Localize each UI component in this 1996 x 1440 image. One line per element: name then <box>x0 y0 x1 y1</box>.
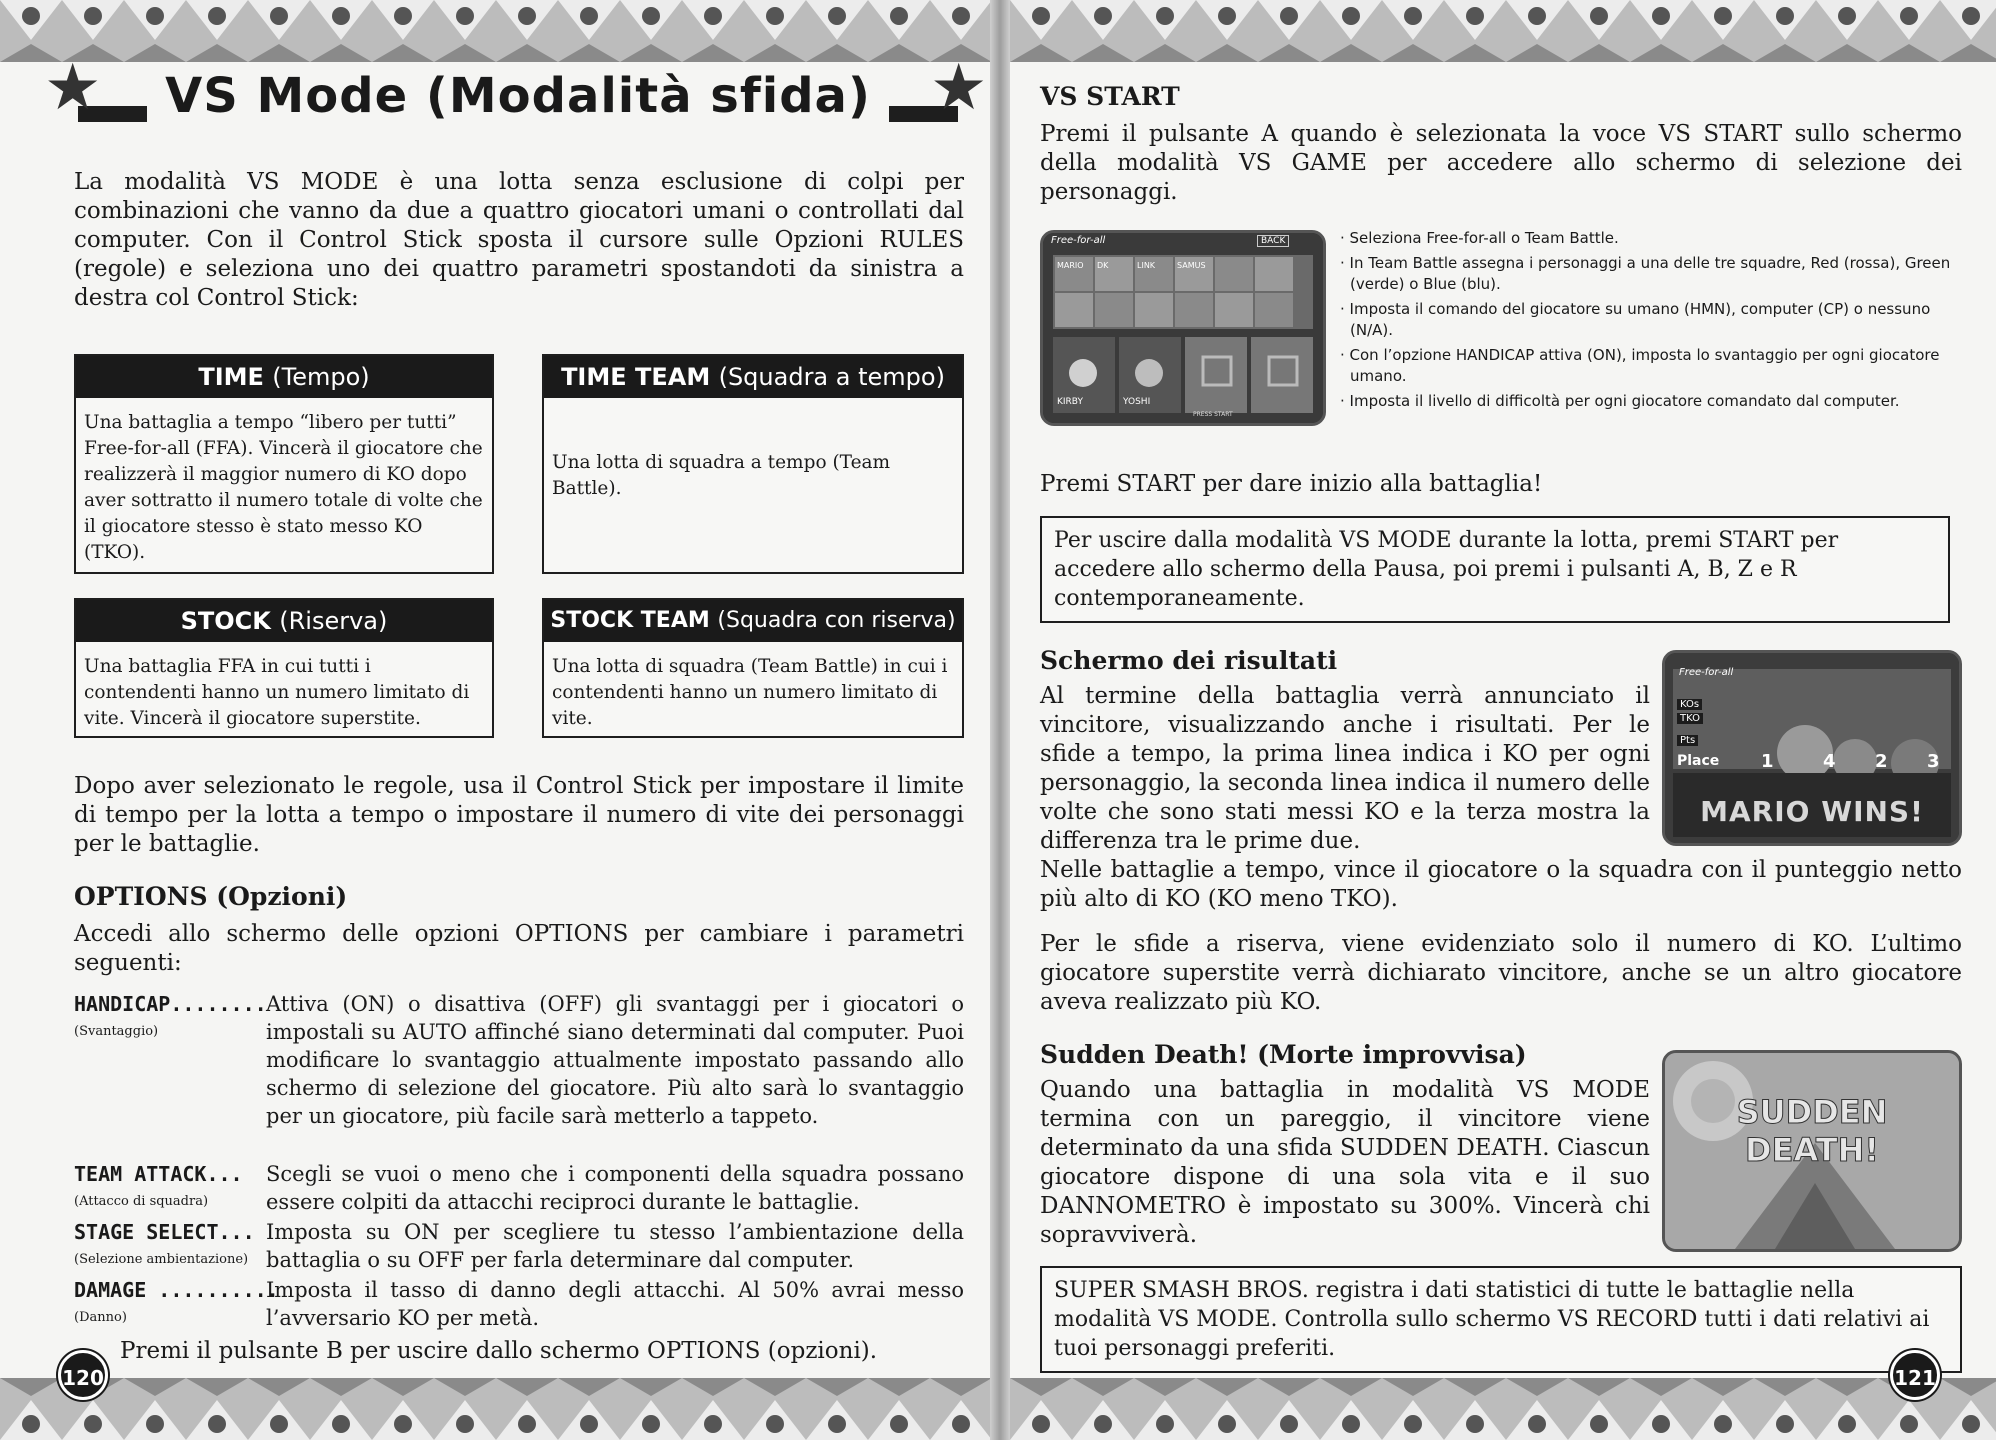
rule-text: Una lotta di squadra a tempo (Team Battle). <box>552 452 891 499</box>
option-sublabel: (Attacco di squadra) <box>74 1194 209 1209</box>
start-paragraph: Premi START per dare inizio alla battaglia! <box>1040 471 1543 497</box>
decorative-top-band-left <box>0 0 990 62</box>
bullet-item: · Imposta il comando del giocatore su umano (HMN), computer (CP) o nessuno (N/A). <box>1340 300 1931 339</box>
rule-title: STOCK TEAM <box>550 608 710 633</box>
place-number: 3 <box>1927 751 1940 772</box>
select-mode-label: Free-for-all <box>1051 235 1106 246</box>
option-label: HANDICAP........ <box>74 992 267 1016</box>
rule-box-stock <box>74 598 494 738</box>
results-row-label: KOs <box>1677 699 1702 710</box>
decorative-bottom-band-right <box>1010 1378 1996 1440</box>
zigzag-pattern <box>0 1378 990 1440</box>
left-page <box>0 0 990 1440</box>
place-number: 4 <box>1823 751 1836 772</box>
option-label: TEAM ATTACK... <box>74 1162 243 1186</box>
page-title-bar <box>78 68 958 126</box>
bullet-item: · Seleziona Free-for-all o Team Battle. <box>1340 229 1619 247</box>
char-name: LINK <box>1137 261 1156 270</box>
option-damage <box>74 1276 964 1334</box>
character-select-screenshot <box>1040 230 1326 426</box>
results-heading: Schermo dei risultati <box>1040 646 1338 675</box>
options-heading: OPTIONS (Opzioni) <box>74 882 348 911</box>
option-stage-select <box>74 1218 964 1276</box>
zigzag-pattern <box>1010 0 1996 62</box>
char-name: MARIO <box>1057 261 1084 270</box>
option-text: Attiva (ON) o disattiva (OFF) gli svantaggi per i giocatori o impostali su AUTO affinché siano determinati dal computer. Puoi modificare lo svantaggio attualmente impostato passando allo schermo di selezione del giocatore. Più alto sarà lo svantaggio per un giocatore, più facile sarà metterlo a tappeto. <box>266 992 964 1128</box>
sudden-death-heading: Sudden Death! (Morte improvvisa) <box>1040 1040 1527 1069</box>
option-sublabel: (Svantaggio) <box>74 1024 159 1039</box>
back-button[interactable]: BACK <box>1257 235 1289 247</box>
place-number: 1 <box>1761 751 1774 772</box>
bullet-item: · Con l’opzione HANDICAP attiva (ON), imposta lo svantaggio per ogni giocatore umano. <box>1340 346 1940 385</box>
rule-title: TIME <box>198 363 264 391</box>
rule-text: Una lotta di squadra (Team Battle) in cui i contendenti hanno un numero limitato di vite. <box>552 656 948 729</box>
sudden-death-line-1: SUDDEN <box>1736 1093 1888 1131</box>
select-bullets <box>1340 228 1962 416</box>
options-intro: Accedi allo schermo delle opzioni OPTIONS per cambiare i parametri seguenti: <box>74 921 964 976</box>
decorative-top-band-right <box>1010 0 1996 62</box>
results-paragraph-2: Nelle battaglie a tempo, vince il giocatore o la squadra con il punteggio netto più alto di KO (KO meno TKO). <box>1040 857 1962 912</box>
results-row-label: Pts <box>1677 735 1698 746</box>
book-gutter <box>990 0 1010 1440</box>
rule-title: STOCK <box>180 607 271 635</box>
results-row-label: TKO <box>1677 713 1703 724</box>
rule-subtitle: (Riserva) <box>279 607 388 635</box>
char-name: SAMUS <box>1177 261 1206 270</box>
bullet-item: · Imposta il livello di difficoltà per ogni giocatore comandato dal computer. <box>1340 392 1900 410</box>
slot-label: KIRBY <box>1057 397 1083 407</box>
rule-box-time <box>74 354 494 574</box>
option-team-attack <box>74 1160 964 1218</box>
char-name: DK <box>1097 261 1109 270</box>
record-note-box: SUPER SMASH BROS. registra i dati statistici di tutte le battaglie nella modalità VS MODE. Controlla sullo schermo VS RECORD tutti i dati relativi ai tuoi personaggi preferiti. <box>1040 1266 1962 1373</box>
bullet-item: · In Team Battle assegna i personaggi a una delle tre squadre, Red (rossa), Green (verde) o Blue (blu). <box>1340 254 1951 293</box>
star-icon: ★ <box>44 51 102 125</box>
vs-start-paragraph: Premi il pulsante A quando è selezionata la voce VS START sullo schermo della modalità VS GAME per accedere allo schermo di selezione dei personaggi. <box>1040 121 1962 205</box>
rule-text: Una battaglia FFA in cui tutti i contendenti hanno un numero limitato di vite. Vincerà il giocatore superstite. <box>84 656 470 729</box>
option-text: Imposta il tasso di danno degli attacchi. Al 50% avrai messo l’avversario KO per metà. <box>266 1278 964 1330</box>
pause-note-box: Per uscire dalla modalità VS MODE durante la lotta, premi START per accedere allo schermo della Pausa, poi premi i pulsanti A, B, Z e R contemporaneamente. <box>1040 516 1950 623</box>
rule-text: Una battaglia a tempo “libero per tutti” Free-for-all (FFA). Vincerà il giocatore che realizzerà il maggior numero di KO dopo aver sottratto il numero totale di volte che il giocatore stesso è stato messo KO (TKO). <box>84 412 483 563</box>
zigzag-pattern <box>0 0 990 62</box>
option-sublabel: (Danno) <box>74 1310 127 1325</box>
vs-start-heading: VS START <box>1040 82 1180 111</box>
sudden-death-line-2: DEATH! <box>1745 1131 1879 1169</box>
rule-subtitle: (Tempo) <box>272 363 370 391</box>
options-exit-text: Premi il pulsante B per uscire dallo schermo OPTIONS (opzioni). <box>120 1338 878 1364</box>
option-text: Imposta su ON per scegliere tu stesso l’ambientazione della battaglia o su OFF per farla determinare dal computer. <box>266 1220 964 1272</box>
rule-subtitle: (Squadra con riserva) <box>717 608 956 633</box>
results-row-label: Place <box>1677 753 1720 769</box>
zigzag-pattern <box>1010 1378 1996 1440</box>
option-text: Scegli se vuoi o meno che i componenti della squadra possano essere colpiti da attacchi reciproci durante le battaglie. <box>266 1162 964 1214</box>
rule-title: TIME TEAM <box>561 363 711 391</box>
page-number: 121 <box>1890 1350 1940 1400</box>
option-sublabel: (Selezione ambientazione) <box>74 1252 249 1267</box>
option-handicap <box>74 990 964 1160</box>
press-start-label: PRESS START <box>1193 411 1233 418</box>
sudden-death-screenshot <box>1662 1050 1962 1252</box>
option-label: STAGE SELECT... <box>74 1220 255 1244</box>
results-screenshot <box>1662 650 1962 846</box>
results-paragraph-1: Al termine della battaglia verrà annunciato il vincitore, visualizzando anche i risultati. Per le sfide a tempo, la prima linea indica i KO per ogni personaggio, la seconda linea indica il numero delle volte che sono stati messi KO e la terza mostra la differenza tra le prime due. <box>1040 683 1650 854</box>
rule-subtitle: (Squadra a tempo) <box>718 363 945 391</box>
option-label: DAMAGE .......... <box>74 1278 279 1302</box>
intro-paragraph: La modalità VS MODE è una lotta senza esclusione di colpi per combinazioni che vanno da due a quattro giocatori umani o controllati dal computer. Con il Control Stick sposta il cursore sulle Opzioni RULES (regole) e seleziona uno dei quattro parametri spostandoti da sinistra a destra col Control Stick: <box>74 169 964 311</box>
after-rules-paragraph: Dopo aver selezionato le regole, usa il Control Stick per impostare il limite di tempo per la lotta a tempo o impostare il numero di vite dei personaggi per le battaglie. <box>74 773 964 857</box>
sudden-death-paragraph: Quando una battaglia in modalità VS MODE termina con un pareggio, il vincitore viene determinato da una sfida SUDDEN DEATH. Ciascun giocatore dispone di una sola vita e il suo DANNOMETRO è impostato su 300%. Vincerà chi sopravviverà. <box>1040 1077 1650 1248</box>
winner-banner: MARIO WINS! <box>1700 795 1924 828</box>
stock-paragraph: Per le sfide a riserva, viene evidenziato solo il numero di KO. L’ultimo giocatore superstite verrà dichiarato vincitore, anche se un altro giocatore aveva realizzato più KO. <box>1040 931 1962 1015</box>
page-title: VS Mode (Modalità sfida) <box>147 68 889 124</box>
rule-box-stock-team <box>542 598 964 738</box>
decorative-bottom-band-left <box>0 1378 990 1440</box>
rule-box-time-team <box>542 354 964 574</box>
place-number: 2 <box>1875 751 1888 772</box>
page-number: 120 <box>58 1350 108 1400</box>
right-page <box>1010 0 1996 1440</box>
star-icon: ★ <box>930 51 988 125</box>
results-mode-label: Free-for-all <box>1679 667 1734 678</box>
slot-label: YOSHI <box>1123 397 1151 407</box>
